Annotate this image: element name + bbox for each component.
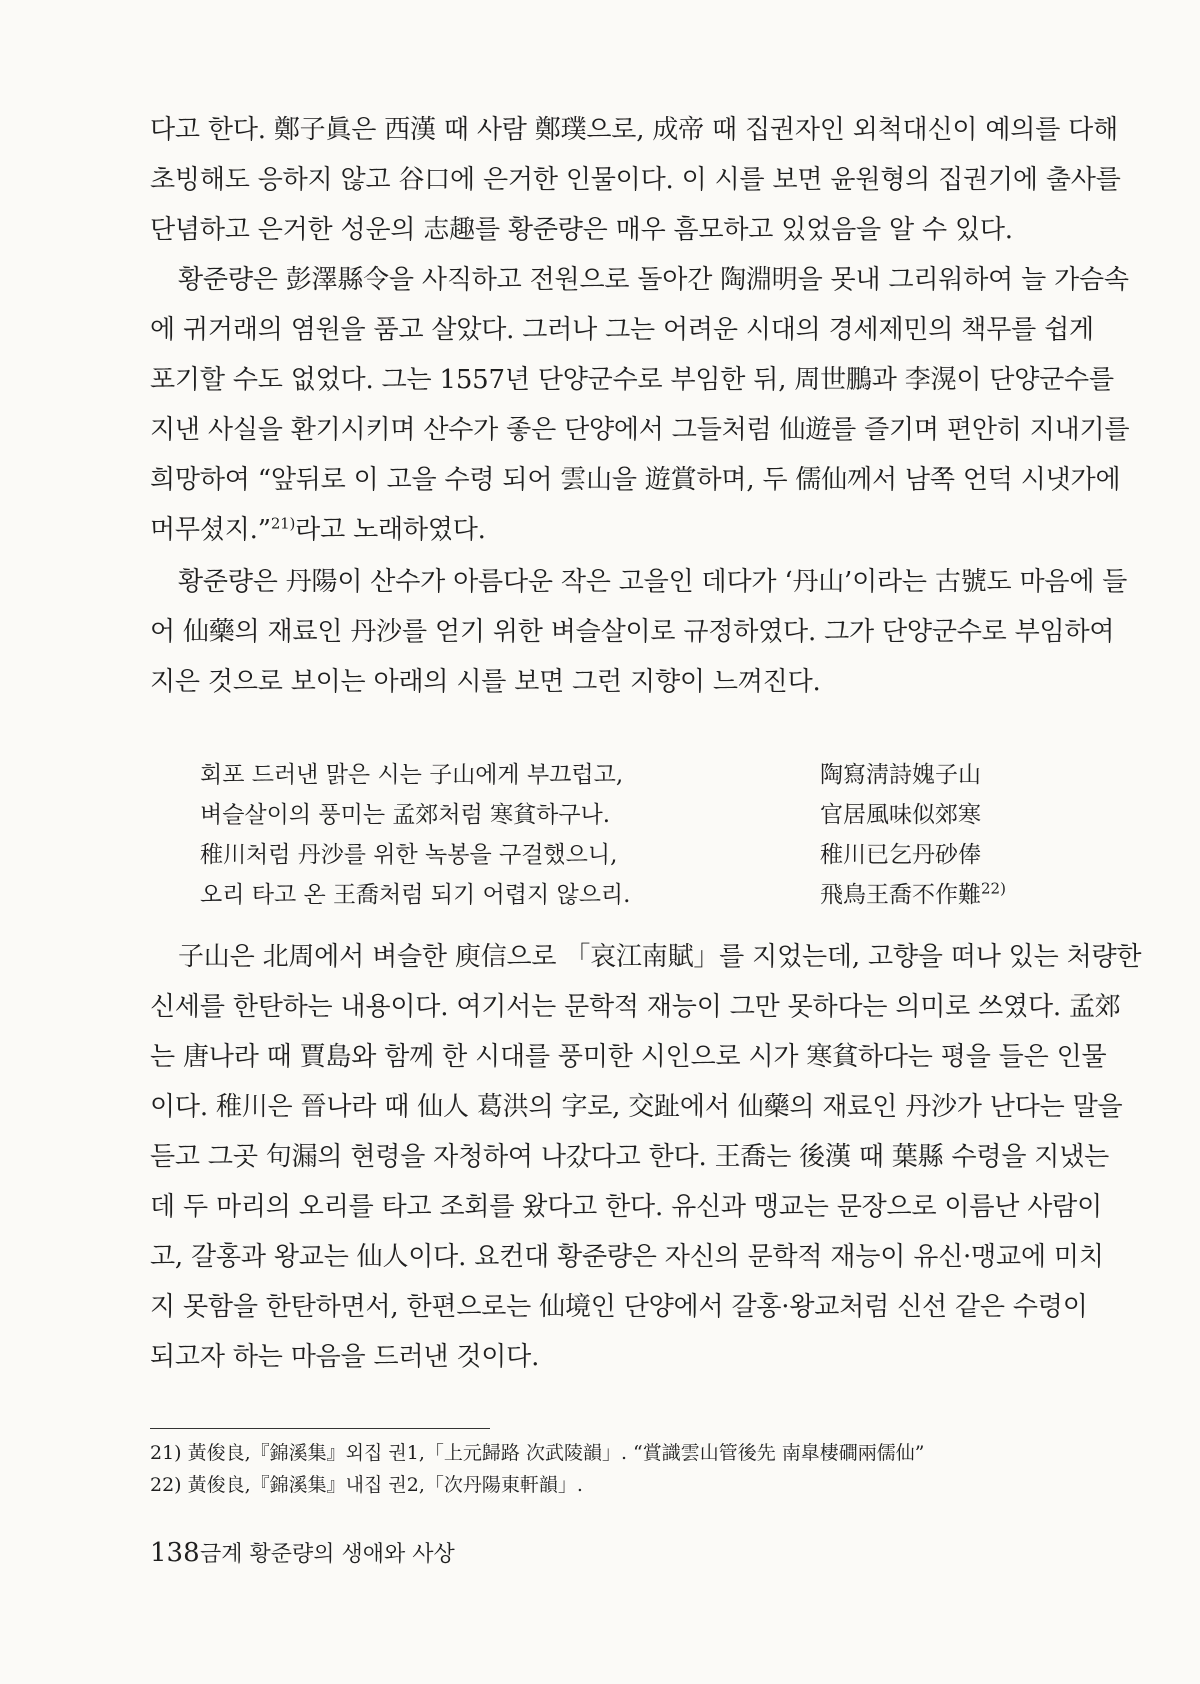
body-line: 지낸 사실을 환기시키며 산수가 좋은 단양에서 그들처럼 仙遊를 즐기며 편안히 지내기를 (150, 415, 1130, 445)
body-line: 황준량은 丹陽이 산수가 아름다운 작은 고을인 데다가 ‘丹山’이라는 古號도 마음에 들 (178, 567, 1128, 597)
body-text: 머무셨지.” (150, 515, 271, 545)
body-line: 되고자 하는 마음을 드러낸 것이다. (150, 1342, 540, 1372)
poem-korean-line: 벼슬살이의 풍미는 孟郊처럼 寒貧하구나. (200, 802, 611, 828)
footnote-ref: 21) (270, 514, 296, 533)
poem-korean-line: 회포 드러낸 맑은 시는 子山에게 부끄럽고, (200, 762, 624, 788)
poem-korean-line: 오리 타고 온 王喬처럼 되기 어렵지 않으리. (200, 882, 631, 908)
body-line: 다고 한다. 鄭子眞은 西漢 때 사람 鄭璞으로, 成帝 때 집권자인 외척대신이 예의를 다해 (150, 115, 1119, 145)
poem-chinese-line: 官居風味似郊寒 (820, 802, 981, 828)
body-line: 지은 것으로 보이는 아래의 시를 보면 그런 지향이 느껴진다. (150, 667, 821, 697)
poem-chinese-line: 稚川已乞丹砂俸 (820, 842, 981, 868)
poem-korean-line: 稚川처럼 丹沙를 위한 녹봉을 구걸했으니, (200, 842, 618, 868)
body-line: 데 두 마리의 오리를 타고 조회를 왔다고 한다. 유신과 맹교는 문장으로 이름난 사람이 (150, 1192, 1102, 1222)
body-line: 초빙해도 응하지 않고 谷口에 은거한 인물이다. 이 시를 보면 윤원형의 집권기에 출사를 (150, 165, 1121, 195)
body-line: 신세를 한탄하는 내용이다. 여기서는 문학적 재능이 그만 못하다는 의미로 쓰였다. 孟郊 (150, 992, 1121, 1022)
footnote-ref: 22) (981, 879, 1006, 898)
footnote: 22) 黃俊良,『錦溪集』내집 권2,「次丹陽東軒韻」. (150, 1474, 583, 1496)
body-line: 황준량은 彭澤縣令을 사직하고 전원으로 돌아간 陶淵明을 못내 그리워하여 늘 가슴속 (178, 265, 1129, 295)
body-line: 듣고 그곳 句漏의 현령을 자청하여 나갔다고 한다. 王喬는 後漢 때 葉縣 수령을 지냈는 (150, 1142, 1110, 1172)
body-line (150, 513, 1080, 547)
body-line: 에 귀거래의 염원을 품고 살았다. 그러나 그는 어려운 시대의 경세제민의 책무를 쉽게 (150, 315, 1094, 345)
page-number: 138 (150, 1538, 200, 1568)
running-footer-title: 금계 황준량의 생애와 사상 (200, 1542, 455, 1567)
body-line: 포기할 수도 없었다. 그는 1557년 단양군수로 부임한 뒤, 周世鵬과 李滉이 단양군수를 (150, 365, 1114, 395)
body-text: 라고 노래하였다. (295, 515, 486, 545)
body-line: 어 仙藥의 재료인 丹沙를 얻기 위한 벼슬살이로 규정하였다. 그가 단양군수로 부임하여 (150, 617, 1115, 647)
footnote: 21) 黃俊良,『錦溪集』외집 권1,「上元歸路 次武陵韻」. “賞識雲山管後先 南皐棲磵兩儒仙” (150, 1442, 925, 1464)
poem-chinese-line (820, 880, 1006, 910)
poem-chinese-text: 飛鳥王喬不作難 (820, 882, 981, 908)
body-line: 희망하여 “앞뒤로 이 고을 수령 되어 雲山을 遊賞하며, 두 儒仙께서 남쪽 언덕 시냇가에 (150, 465, 1121, 495)
body-line: 子山은 北周에서 벼슬한 庾信으로 「哀江南賦」를 지었는데, 고향을 떠나 있는 처량한 (178, 942, 1142, 972)
footnote-divider (150, 1428, 490, 1429)
poem-chinese-line: 陶寫淸詩媿子山 (820, 762, 981, 788)
body-line: 단념하고 은거한 성운의 志趣를 황준량은 매우 흠모하고 있었음을 알 수 있다. (150, 215, 1013, 245)
body-line: 는 唐나라 때 賈島와 함께 한 시대를 풍미한 시인으로 시가 寒貧하다는 평을 들은 인물 (150, 1042, 1107, 1072)
body-line: 지 못함을 한탄하면서, 한편으로는 仙境인 단양에서 갈홍·왕교처럼 신선 같은 수령이 (150, 1292, 1088, 1322)
body-line: 이다. 稚川은 晉나라 때 仙人 葛洪의 字로, 交趾에서 仙藥의 재료인 丹沙가 난다는 말을 (150, 1092, 1123, 1122)
body-line: 고, 갈홍과 왕교는 仙人이다. 요컨대 황준량은 자신의 문학적 재능이 유신·맹교에 미치 (150, 1242, 1104, 1272)
